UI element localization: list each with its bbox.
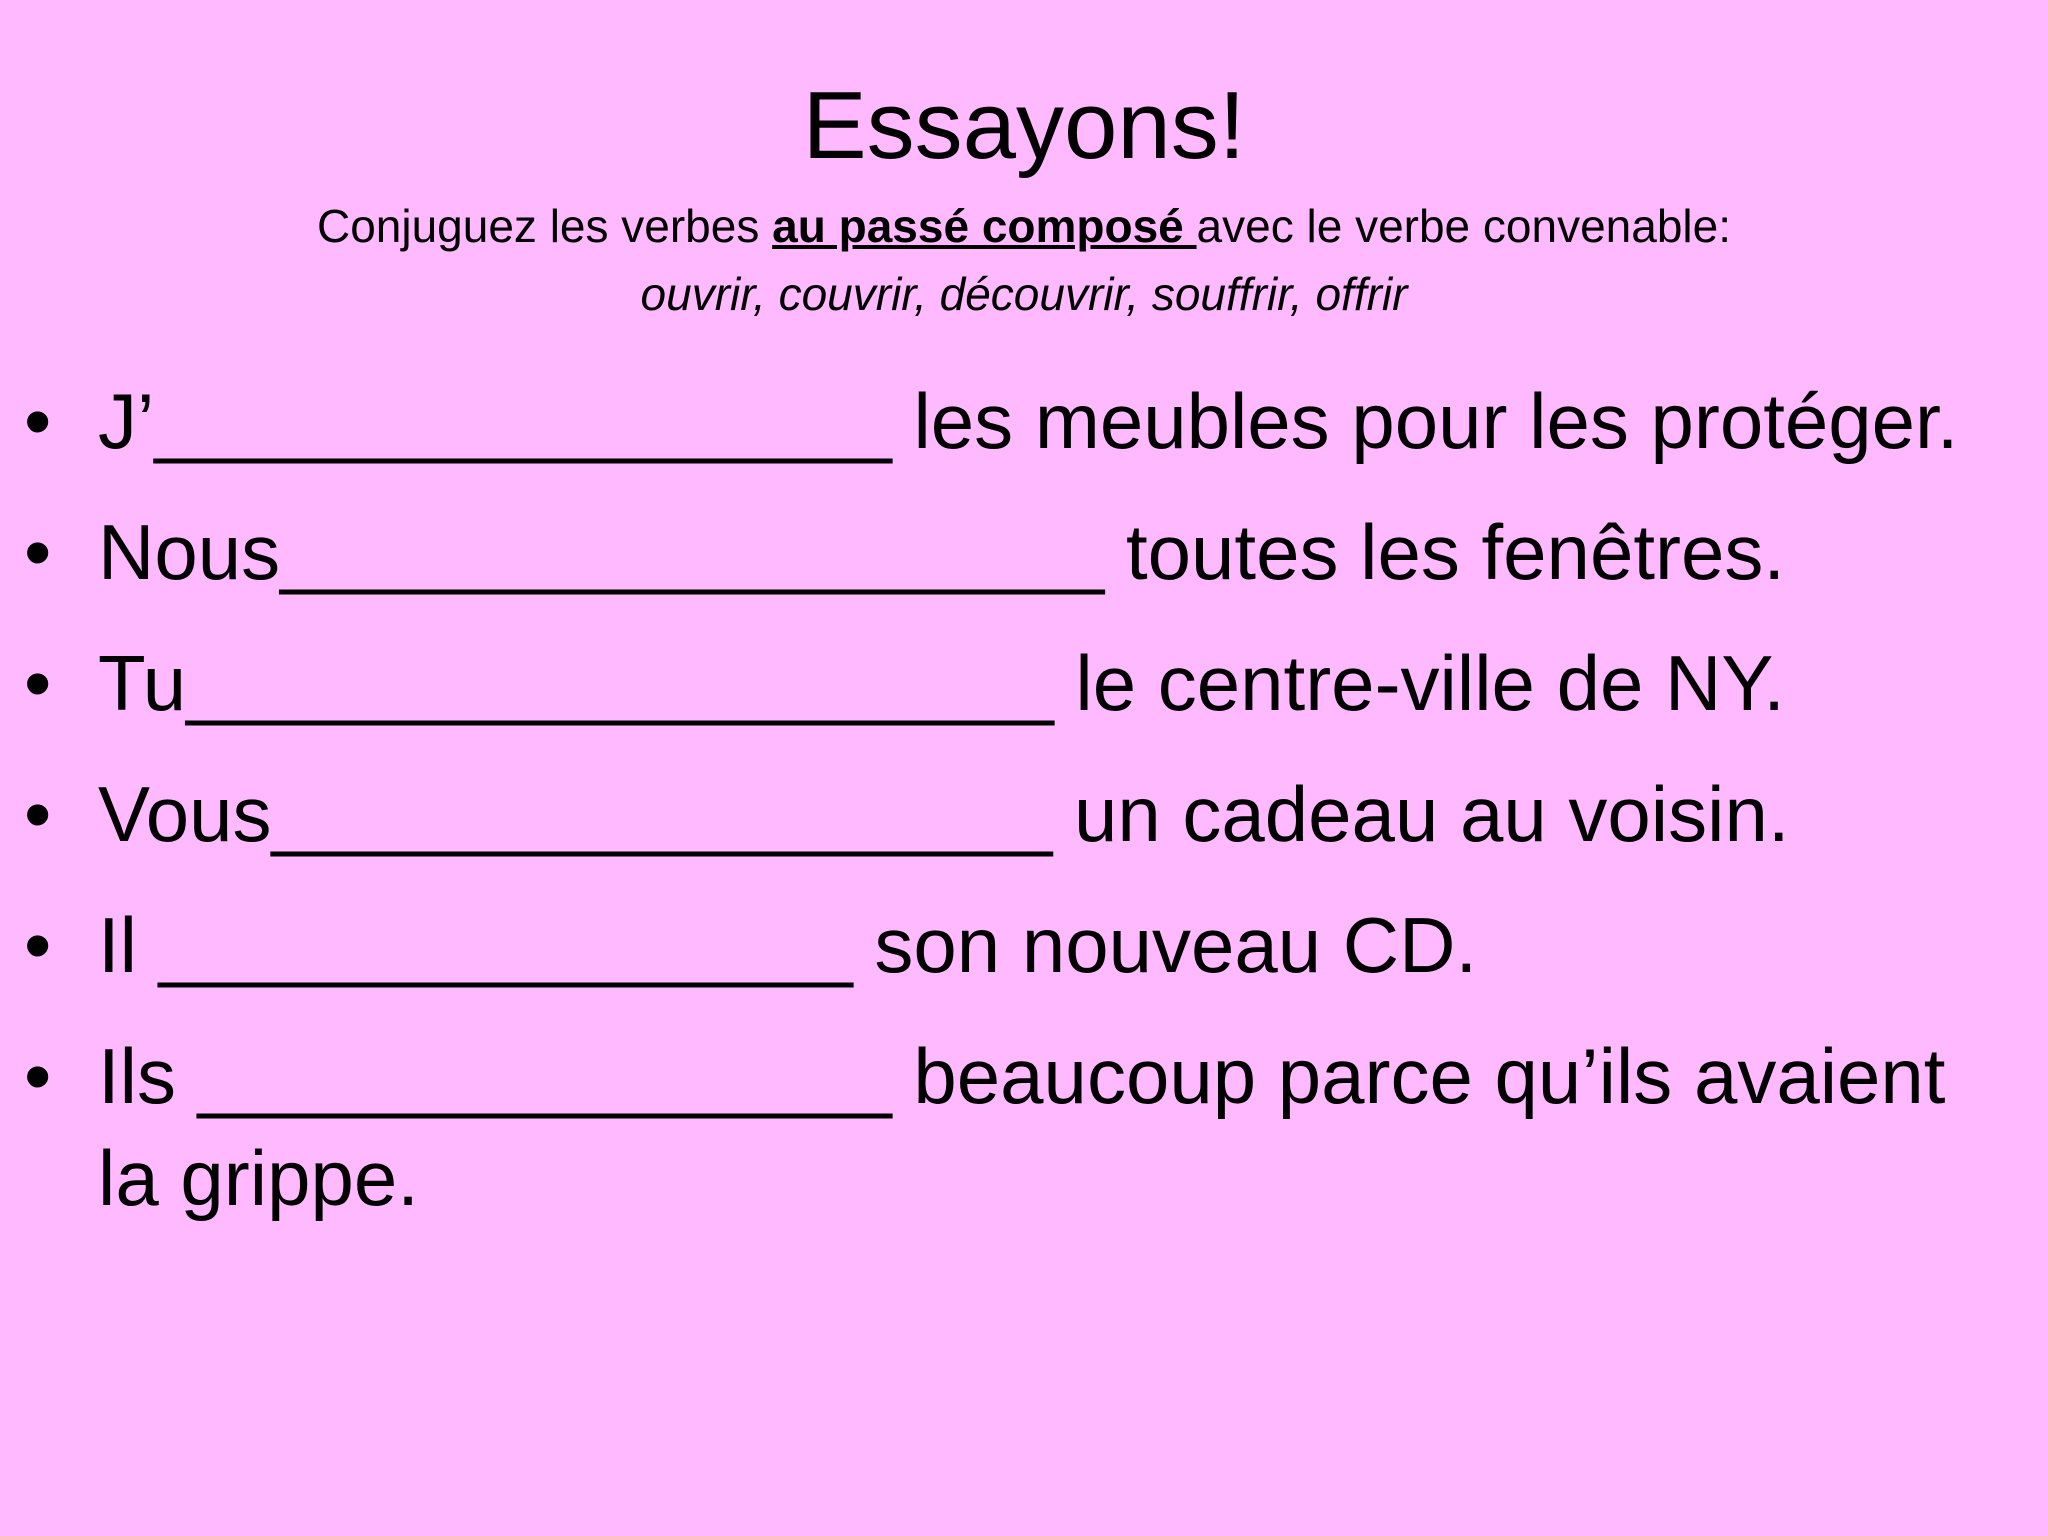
exercise-sentence: Nous___________________ toutes les fenêtres.	[98, 508, 1786, 596]
instruction	[0, 196, 2048, 256]
exercise-sentence: Vous__________________ un cadeau au voisin.	[98, 770, 1790, 858]
exercise-item-2	[0, 501, 2018, 603]
exercise-sentence: Ils ________________ beaucoup parce qu’ils avaient la grippe.	[98, 1032, 1946, 1222]
exercise-item-1	[0, 370, 2018, 472]
instruction-prefix: Conjuguez les verbes	[316, 200, 773, 252]
instruction-emphasis: au passé composé	[772, 200, 1197, 252]
exercise-item-3	[0, 632, 2018, 734]
bullet-icon: •	[24, 901, 52, 989]
bullet-icon: •	[24, 770, 52, 858]
exercise-sentence: J’_________________ les meubles pour les protéger.	[98, 377, 1959, 465]
slide-title: Essayons!	[802, 72, 1246, 179]
bullet-icon: •	[24, 508, 52, 596]
exercise-sentence: Il ________________ son nouveau CD.	[98, 901, 1478, 989]
verb-list: ouvrir, couvrir, découvrir, souffrir, offrir	[640, 268, 1408, 320]
bullet-icon: •	[24, 639, 52, 727]
exercise-item-6	[0, 1025, 2018, 1229]
exercise-list	[0, 370, 2048, 1258]
instruction-suffix: avec le verbe convenable:	[1196, 200, 1732, 252]
bullet-icon: •	[24, 1032, 52, 1120]
bullet-icon: •	[24, 377, 52, 465]
exercise-item-4	[0, 763, 2018, 865]
exercise-item-5	[0, 894, 2018, 996]
exercise-sentence: Tu____________________ le centre-ville de NY.	[98, 639, 1785, 727]
